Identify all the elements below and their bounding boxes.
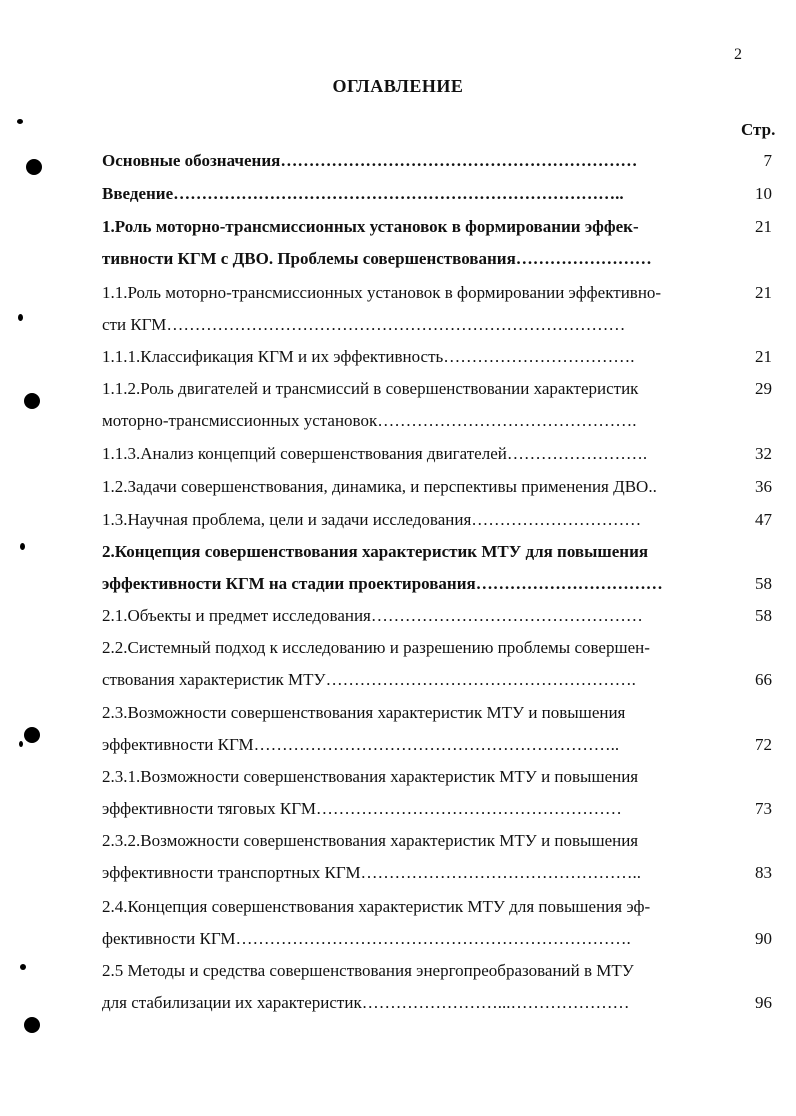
toc-entry-text: 1.2.Задачи совершенствования, динамика, и перспективы применения ДВО.. [102, 477, 657, 496]
toc-entry-text-continued: фективности КГМ……………………………………………………………. [102, 929, 631, 948]
toc-entry-text: 1.1.3.Анализ концепций совершенствования двигателей……………………. [102, 444, 648, 463]
page-title: ОГЛАВЛЕНИЕ [332, 76, 464, 96]
toc-entry-text-continued: сти КГМ……………………………………………………………………… [102, 315, 626, 334]
toc-entry-page: 36 [755, 477, 772, 496]
toc-entry-text: 1.1.2.Роль двигателей и трансмиссий в совершенствовании характеристик [102, 379, 639, 398]
toc-entry-text: 2.Концепция совершенствования характеристик МТУ для повышения [102, 542, 649, 561]
toc-entry-text-continued: для стабилизации их характеристик……………………...………………… [102, 993, 630, 1012]
toc-entry-text-continued: эффективности КГМ……………………………………………………….. [102, 735, 620, 754]
toc-entry-text: 2.3.Возможности совершенствования характеристик МТУ и повышения [102, 703, 626, 722]
toc-entry-text: 2.3.1.Возможности совершенствования характеристик МТУ и повышения [102, 767, 639, 786]
toc-entry-text-continued: эффективности тяговых КГМ……………………………………………… [102, 799, 622, 818]
toc-entry-text-continued: ствования характеристик МТУ………………………………………………. [102, 670, 636, 689]
scan-speck [20, 964, 26, 970]
toc-entry-text-continued: эффективности транспортных КГМ………………………………………….. [102, 863, 642, 882]
toc-entry-page: 47 [755, 510, 772, 529]
toc-entry-text: 1.1.Роль моторно-трансмиссионных установок в формировании эффективно- [102, 283, 662, 302]
toc-entry-text: 1.3.Научная проблема, цели и задачи исследования………………………… [102, 510, 642, 529]
toc-entry-page: 21 [755, 217, 772, 236]
toc-entry-page: 29 [755, 379, 772, 398]
toc-entry-text: 1.Роль моторно-трансмиссионных установок в формировании эффек- [102, 217, 639, 236]
toc-entry-page: 83 [755, 863, 772, 882]
toc-entry-text: 2.4.Концепция совершенствования характеристик МТУ для повышения эф- [102, 897, 651, 916]
page-number: 2 [734, 46, 742, 63]
hole-punch-mark [26, 159, 42, 175]
toc-entry-page: 90 [755, 929, 772, 948]
hole-punch-mark [24, 727, 40, 743]
scan-speck [19, 741, 23, 747]
toc-entry-page: 73 [755, 799, 772, 818]
scan-speck [18, 314, 23, 321]
toc-entry-text: 1.1.1.Классификация КГМ и их эффективность……………………………. [102, 347, 635, 366]
toc-entry-text-continued: эффективности КГМ на стадии проектирования…………………………… [102, 574, 663, 593]
toc-entry-page: 32 [755, 444, 772, 463]
hole-punch-mark [24, 393, 40, 409]
toc-entry-text: 2.2.Системный подход к исследованию и разрешению проблемы совершен- [102, 638, 650, 657]
scan-speck [17, 119, 23, 124]
toc-entry-page: 58 [755, 606, 772, 625]
hole-punch-mark [24, 1017, 40, 1033]
toc-entry-page: 66 [755, 670, 772, 689]
toc-entry-text-continued: моторно-трансмиссионных установок………………………………………. [102, 411, 637, 430]
toc-entry-text: Введение…………………………………………………………………….. [102, 184, 624, 203]
toc-entry-page: 21 [755, 283, 772, 302]
toc-entry-text: Основные обозначения……………………………………………………… [102, 151, 638, 170]
toc-entry-page: 21 [755, 347, 772, 366]
toc-entry-page: 58 [755, 574, 772, 593]
toc-entry-page: 96 [755, 993, 772, 1012]
toc-entry-text-continued: тивности КГМ с ДВО. Проблемы совершенствования…………………… [102, 249, 652, 268]
toc-entry-text: 2.1.Объекты и предмет исследования………………………………………… [102, 606, 643, 625]
page-column-header: Стр. [741, 120, 776, 139]
toc-entry-page: 7 [763, 151, 772, 170]
toc-entry-text: 2.3.2.Возможности совершенствования характеристик МТУ и повышения [102, 831, 639, 850]
toc-entry-page: 72 [755, 735, 772, 754]
scan-speck [20, 543, 25, 550]
toc-entry-page: 10 [755, 184, 772, 203]
toc-entry-text: 2.5 Методы и средства совершенствования энергопреобразований в МТУ [102, 961, 634, 980]
